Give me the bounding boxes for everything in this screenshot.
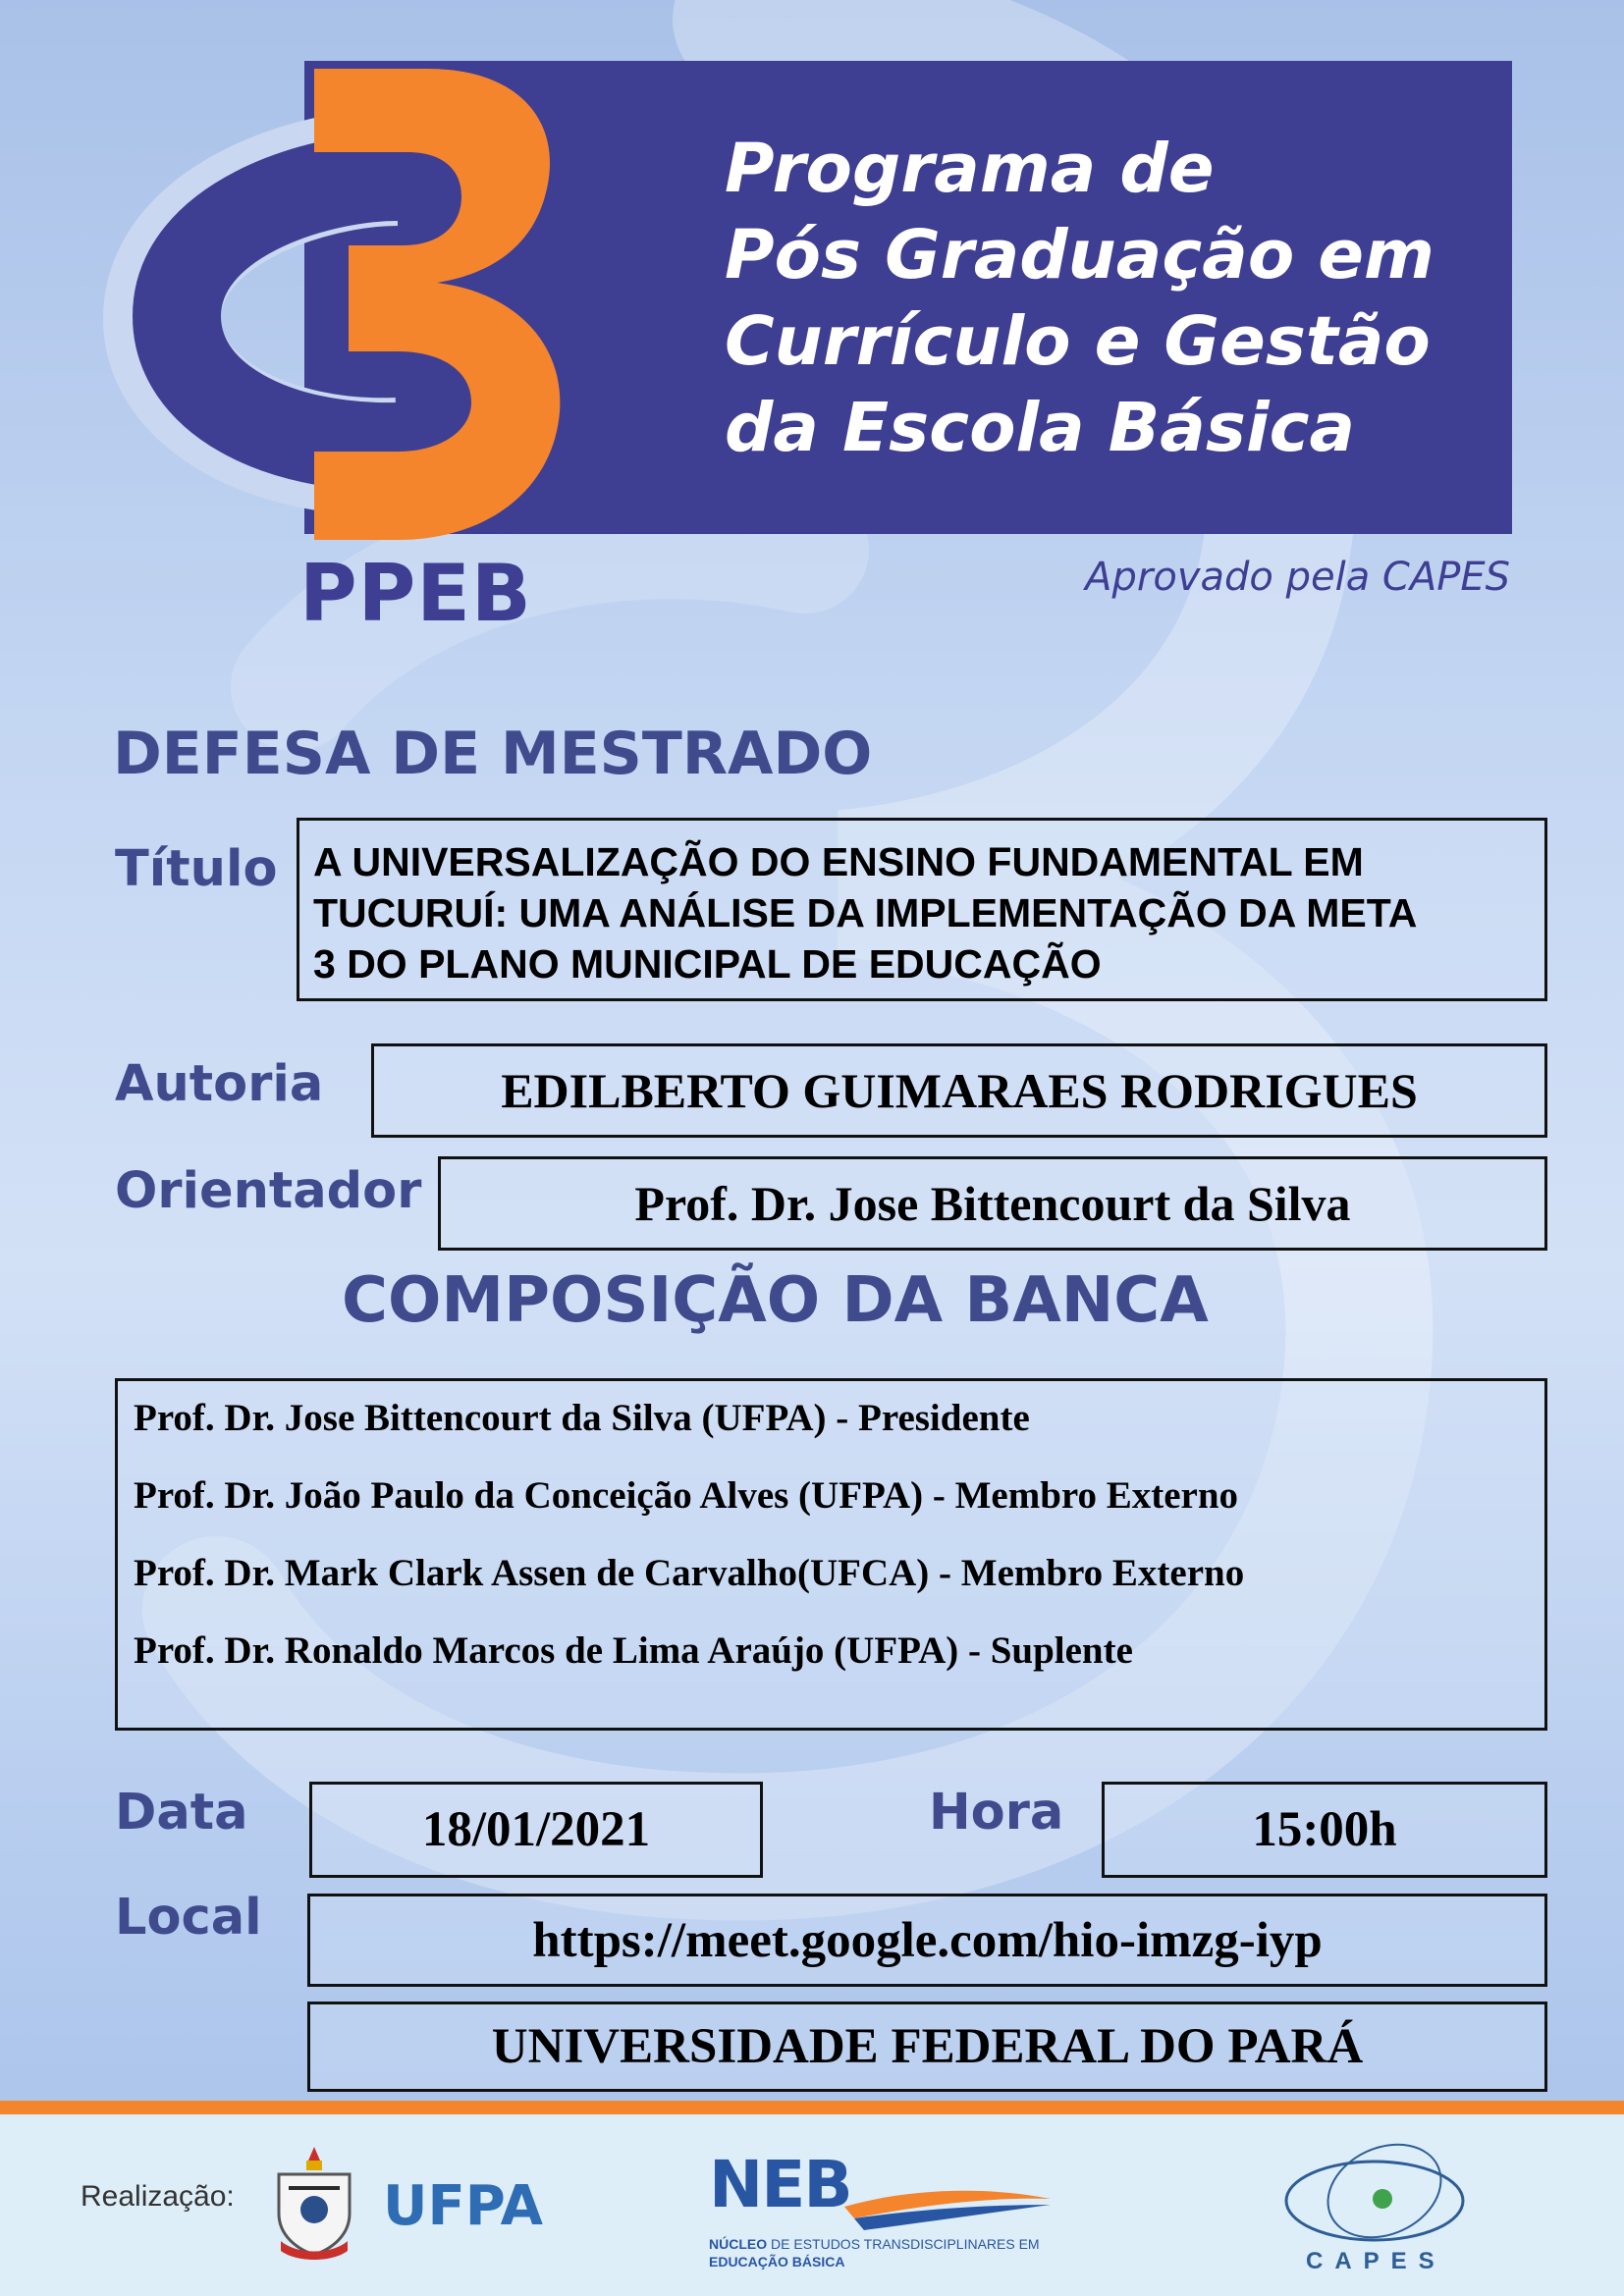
neb-subtitle-bold: NÚCLEO <box>709 2236 768 2252</box>
ufpa-crest-icon <box>267 2145 361 2263</box>
realizacao-label: Realização: <box>81 2180 235 2213</box>
neb-subtitle-bold: EDUCAÇÃO BÁSICA <box>709 2254 845 2269</box>
neb-subtitle <box>709 2235 1082 2270</box>
program-title-line: Currículo e Gestão <box>725 302 1431 381</box>
meeting-link[interactable]: https://meet.google.com/hio-imzg-iyp <box>532 1912 1323 1968</box>
title-label: Título <box>115 840 278 898</box>
thesis-title-box <box>297 818 1547 1001</box>
date-box <box>309 1782 763 1878</box>
author-name: EDILBERTO GUIMARAES RODRIGUES <box>501 1063 1418 1118</box>
committee-member: Prof. Dr. Ronaldo Marcos de Lima Araújo (UFPA) - Suplente <box>134 1629 1133 1672</box>
time-label: Hora <box>929 1784 1064 1842</box>
institution-box <box>307 2002 1547 2092</box>
capes-logo-text: CAPES <box>1306 2248 1446 2274</box>
advisor-label: Orientador <box>115 1162 422 1220</box>
committee-heading: COMPOSIÇÃO DA BANCA <box>342 1264 1209 1337</box>
thesis-title-line: A UNIVERSALIZAÇÃO DO ENSINO FUNDAMENTAL EM <box>313 839 1364 884</box>
thesis-title-line: 3 DO PLANO MUNICIPAL DE EDUCAÇÃO <box>313 941 1102 987</box>
approval-note: Aprovado pela CAPES <box>1085 555 1510 600</box>
ufpa-logo-text: UFPA <box>383 2174 543 2238</box>
program-acronym: PPEB <box>299 548 532 639</box>
program-title <box>725 126 1490 471</box>
neb-subtitle-text: DE ESTUDOS TRANSDISCIPLINARES EM <box>767 2236 1040 2252</box>
author-label: Autoria <box>115 1055 324 1113</box>
thesis-title-line: TUCURUÍ: UMA ANÁLISE DA IMPLEMENTAÇÃO DA META <box>313 890 1418 935</box>
program-title-line: Pós Graduação em <box>725 216 1435 294</box>
place-label: Local <box>115 1889 262 1947</box>
program-title-line: Programa de <box>725 130 1215 208</box>
capes-orbit-icon <box>1276 2142 1473 2258</box>
date-value: 18/01/2021 <box>421 1802 651 1857</box>
ppeb-logo-mark <box>103 59 614 550</box>
author-box <box>371 1043 1547 1138</box>
program-title-line: da Escola Básica <box>725 389 1356 467</box>
defense-heading: DEFESA DE MESTRADO <box>113 720 873 788</box>
neb-logo-text: NEB <box>709 2147 851 2222</box>
place-box[interactable] <box>307 1894 1547 1987</box>
date-label: Data <box>115 1784 248 1842</box>
footer-divider <box>0 2101 1624 2114</box>
committee-member: Prof. Dr. Mark Clark Assen de Carvalho(UFCA) - Membro Externo <box>134 1552 1245 1594</box>
committee-member: Prof. Dr. Jose Bittencourt da Silva (UFPA) - Presidente <box>134 1397 1030 1439</box>
committee-box <box>115 1378 1547 1731</box>
institution-name: UNIVERSIDADE FEDERAL DO PARÁ <box>491 2019 1364 2074</box>
time-value: 15:00h <box>1252 1802 1397 1857</box>
committee-member: Prof. Dr. João Paulo da Conceição Alves (UFPA) - Membro Externo <box>134 1474 1239 1517</box>
time-box <box>1102 1782 1547 1878</box>
advisor-box <box>438 1156 1547 1251</box>
advisor-name: Prof. Dr. Jose Bittencourt da Silva <box>634 1176 1351 1231</box>
